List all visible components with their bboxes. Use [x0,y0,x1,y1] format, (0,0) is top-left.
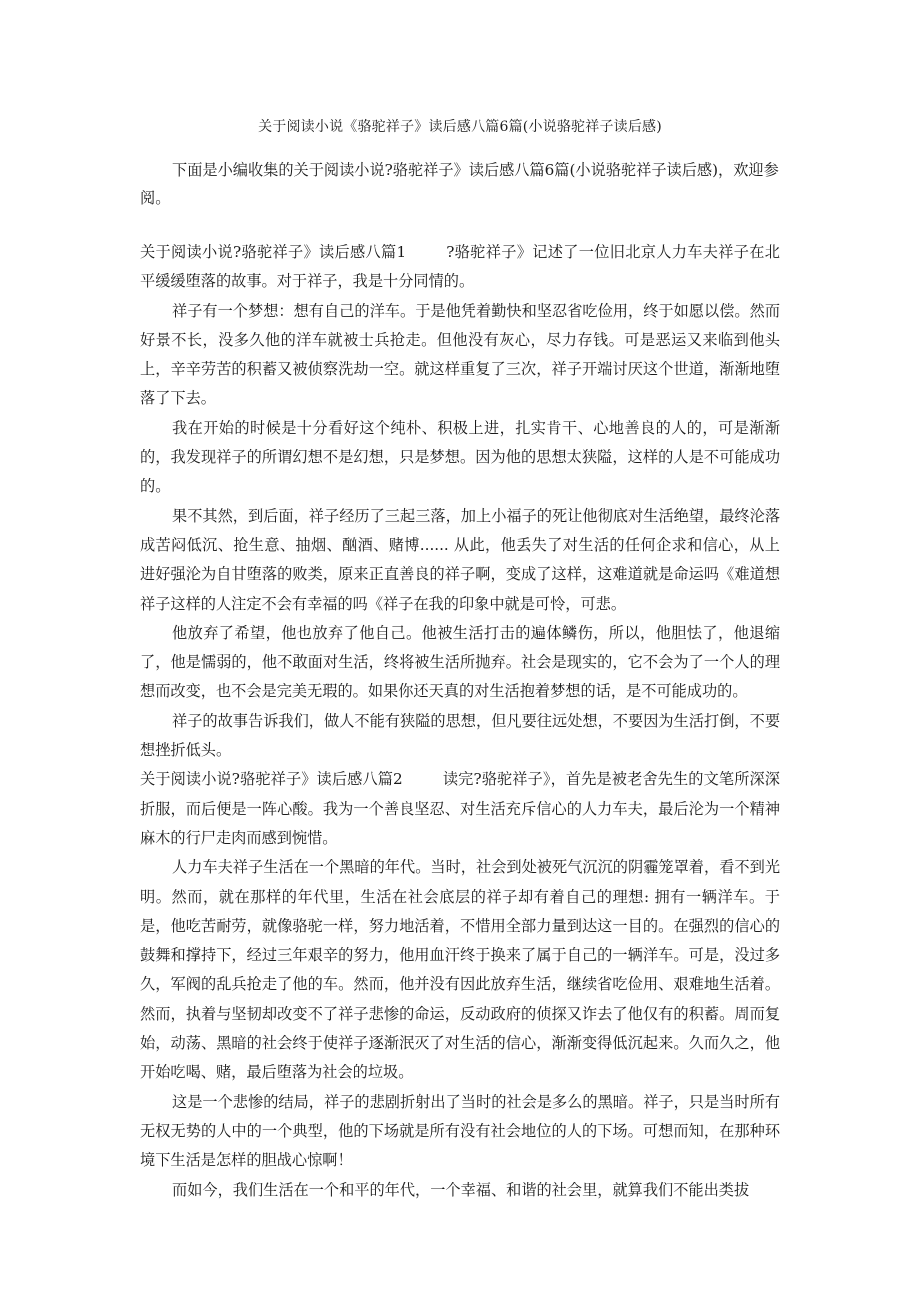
section-2-paragraph: 人力车夫祥子生活在一个黑暗的年代。当时，社会到处被死气沉沉的阴霾笼罩着，看不到光明。然而，就在那样的年代里，生活在社会底层的祥子却有着自己的理想: 拥有一辆洋车。于是，他吃苦耐劳，就像骆驼一样，努力地活着，不惜用全部力量到达这一目的。在强烈的信心的鼓舞和撑持下，经过三年艰辛的努力，他用血汗终于换来了属于自己的一辆洋车。可是，没过多久，军阀的乱兵抢走了他的车。然而，他并没有因此放弃生活，继续省吃俭用、艰难地生活着。然而，执着与坚韧却改变不了祥子悲惨的命运，反动政府的侦探又诈去了他仅有的积蓄。周而复始，动荡、黑暗的社会终于使祥子逐渐泯灭了对生活的信心，渐渐变得低沉起来。久而久之，他开始吃喝、赌，最后堕落为社会的垃圾。 [140,858,780,1082]
section-2-first-paragraph [140,765,780,853]
section-1-lead: ?骆驼祥子》记述了一位旧北京人力车夫祥子在北平缓缓堕落的故事。对于祥子，我是十分同情的。 [140,243,780,291]
section-1-paragraph: 他放弃了希望，他也放弃了他自己。他被生活打击的遍体鳞伤，所以，他胆怯了，他退缩了，他是懦弱的，他不敢面对生活，终将被生活所抛弃。社会是现实的，它不会为了一个人的理想而改变，也不会是完美无瑕的。如果你还天真的对生活抱着梦想的话，是不可能成功的。 [140,623,780,701]
intro-paragraph: 下面是小编收集的关于阅读小说?骆驼祥子》读后感八篇6篇(小说骆驼祥子读后感)，欢迎参阅。 [140,161,779,207]
section-2-paragraph: 而如今，我们生活在一个和平的年代，一个幸福、和谐的社会里，就算我们不能出类拔 [172,1180,750,1199]
document-body [140,238,780,1205]
section-1-paragraph: 祥子有一个梦想：想有自己的洋车。于是他凭着勤快和坚忍省吃俭用，终于如愿以偿。然而好景不长，没多久他的洋车就被士兵抢走。但他没有灰心，尽力存钱。可是恶运又来临到他头上，辛辛劳苦的积蓄又被侦察洗劫一空。就这样重复了三次，祥子开端讨厌这个世道，渐渐地堕落了下去。 [140,301,780,408]
section-1-paragraph: 我在开始的时候是十分看好这个纯朴、积极上进，扎实肯干、心地善良的人的，可是渐渐的，我发现祥子的所谓幻想不是幻想，只是梦想。因为他的思想太狭隘，这样的人是不可能成功的。 [140,418,780,496]
section-1-heading: 关于阅读小说?骆驼祥子》读后感八篇1 [140,243,407,261]
section-1-paragraph: 果不其然，到后面，祥子经历了三起三落，加上小福子的死让他彻底对生活绝望，最终沦落成苦闷低沉、抢生意、抽烟、酗酒、赌博...... 从此，他丢失了对生活的任何企求和信心，从上进好强沦为自甘堕落的败类，原来正直善良的祥子啊，变成了这样，这难道就是命运吗《难道想祥子这样的人注定不会有幸福的吗《祥子在我的印象中就是可怜，可悲。 [140,506,780,613]
section-1-paragraph: 祥子的故事告诉我们，做人不能有狭隘的思想，但凡要往远处想，不要因为生活打倒，不要想挫折低头。 [140,711,780,760]
section-2-lead: 读完?骆驼祥子》，首先是被老舍先生的文笔所深深折服，而后便是一阵心酸。我为一个善良坚忍、对生活充斥信心的人力车夫，最后沦为一个精神麻木的行尸走肉而感到惋惜。 [140,770,780,847]
section-1-first-paragraph [140,238,780,297]
document-title: 关于阅读小说《骆驼祥子》读后感八篇6篇(小说骆驼祥子读后感) [258,119,662,135]
section-2-paragraph: 这是一个悲惨的结局，祥子的悲剧折射出了当时的社会是多么的黑暗。祥子，只是当时所有无权无势的人中的一个典型，他的下场就是所有没有社会地位的人的下场。可想而知，在那种环境下生活是怎样的胆战心惊啊！ [140,1092,780,1170]
section-2-heading: 关于阅读小说?骆驼祥子》读后感八篇2 [140,770,403,789]
